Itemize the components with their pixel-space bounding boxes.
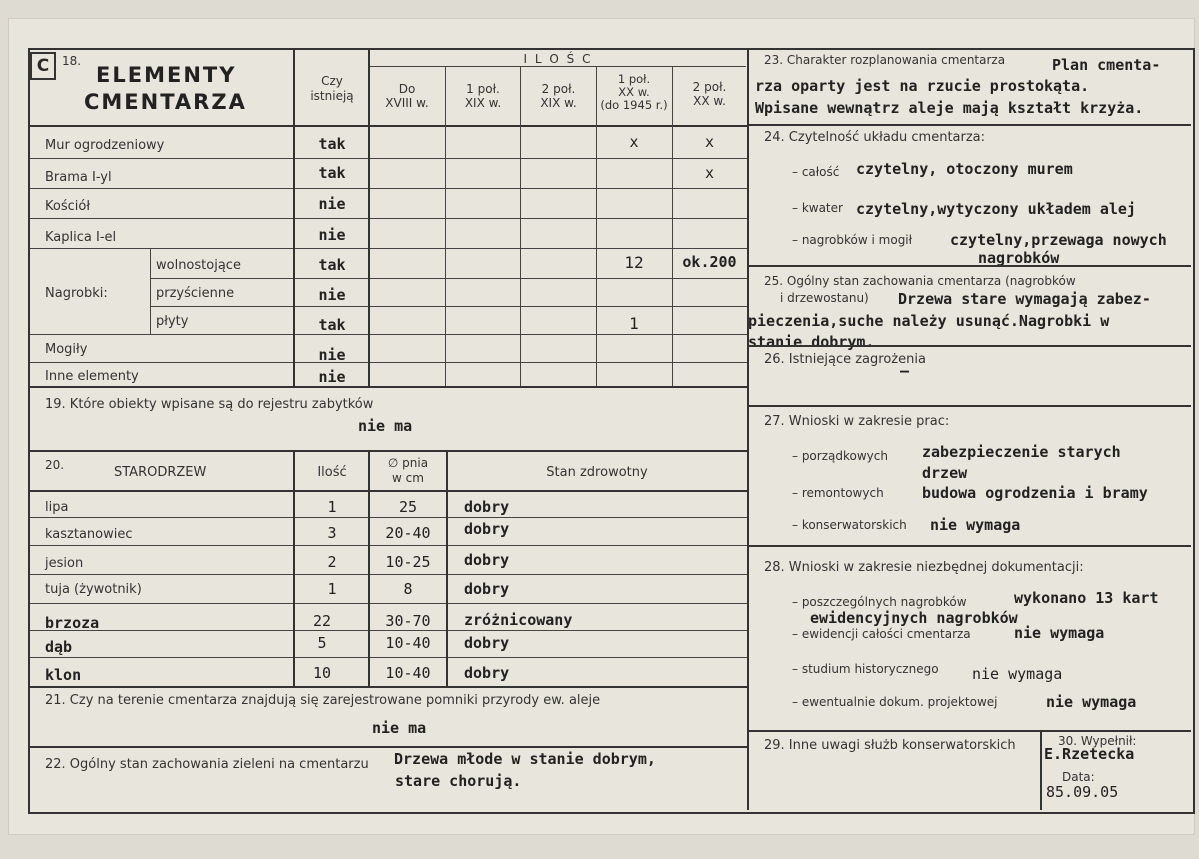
q28-item-value: nie wymaga (1046, 693, 1137, 711)
tree-qty: 3 (327, 524, 337, 542)
q24-item-value: czytelny, otoczony murem (856, 160, 1073, 178)
tree-qty: 2 (327, 553, 337, 571)
filled-by-label: 30. Wypełnił: (1058, 734, 1137, 748)
exists-value: tak (318, 135, 346, 153)
q23-question: 23. Charakter rozplanowania cmentarza (764, 53, 1006, 67)
tree-name: dąb (45, 638, 73, 656)
col-header-health: Stan zdrowotny (546, 465, 648, 480)
tree-diam: 10-40 (385, 664, 431, 682)
tree-diam: 8 (403, 580, 413, 598)
tree-diam: 25 (398, 498, 418, 516)
tree-health: dobry (464, 634, 510, 652)
filled-by-name: E.Rzetecka (1044, 745, 1135, 763)
q27-item-label: – konserwatorskich (792, 518, 907, 532)
tree-qty: 1 (327, 580, 337, 598)
row-label-inne: Inne elementy (45, 369, 139, 384)
col-header-1pol-xx: 1 poł. XX w. (do 1945 r.) (600, 72, 668, 112)
exists-value: nie (318, 286, 346, 304)
cell-2pol-xx: x (704, 133, 715, 151)
q26-question: 26. Istniejące zagrożenia (764, 352, 926, 367)
tree-diam: 10-25 (385, 553, 431, 571)
tree-qty: 10 (312, 664, 332, 682)
col-header-2pol-xix: 2 poł. XIX w. (540, 82, 577, 110)
q28-item-value: nie wymaga (1014, 624, 1105, 642)
tree-health: dobry (464, 498, 510, 516)
q26-answer: – (900, 362, 910, 380)
q25-answer-line1: Drzewa stare wymagają zabez- (898, 290, 1151, 308)
row-label-mogily: Mogiły (45, 342, 88, 357)
nagrobki-group-label: Nagrobki: (45, 286, 108, 301)
q24-item-value-cont: nagrobków (978, 249, 1060, 267)
tree-name: tuja (żywotnik) (45, 582, 142, 597)
exists-value: nie (318, 226, 346, 244)
q28-item-label: – ewidencji całości cmentarza (792, 627, 971, 641)
q25-question-line2: i drzewostanu) (780, 291, 869, 305)
row-label-wolnostojace: wolnostojące (156, 258, 241, 273)
q23-answer-line1: Plan cmenta- (1052, 56, 1161, 74)
cell-2pol-xx: ok.200 (682, 253, 737, 271)
q19-answer: nie ma (358, 417, 413, 435)
q28-item-value-cont: ewidencyjnych nagrobków (810, 609, 1018, 627)
cell-2pol-xx: x (704, 164, 715, 182)
q28-item-label: – studium historycznego (792, 662, 939, 676)
tree-health: dobry (464, 520, 510, 538)
tree-health: dobry (464, 580, 510, 598)
q25-question-line1: 25. Ogólny stan zachowania cmentarza (nagrobków (764, 274, 1076, 288)
q24-item-label: – kwater (792, 201, 843, 215)
date-value: 85.09.05 (1046, 783, 1119, 801)
q27-item-value: nie wymaga (930, 516, 1021, 534)
q27-item-value: zabezpieczenie starych (922, 443, 1121, 461)
section-marker: C (30, 52, 56, 80)
q28-item-value: wykonano 13 kart (1014, 589, 1159, 607)
q27-item-value-cont: drzew (922, 464, 968, 482)
tree-name: klon (45, 666, 82, 684)
exists-value: nie (318, 195, 346, 213)
row-label-plyty: płyty (156, 314, 189, 329)
col-header-exists: Czy istnieją (310, 74, 354, 103)
q28-item-value: nie wymaga (972, 665, 1063, 683)
tree-health: dobry (464, 664, 510, 682)
col-header-2pol-xx: 2 poł. XX w. (692, 80, 727, 108)
col-group-ilosc: I L O Ś C (523, 52, 593, 66)
row-label-kosciol: Kościół (45, 199, 91, 214)
exists-value: tak (318, 256, 346, 274)
col-header-qty: Ilość (317, 465, 347, 480)
col-header-diam: ∅ pnia w cm (387, 456, 429, 485)
section-title-line1: ELEMENTY (96, 63, 237, 87)
tree-health: zróżnicowany (464, 611, 573, 629)
row-label-mur: Mur ogrodzeniowy (45, 138, 165, 153)
col-header-1pol-xix: 1 poł. XIX w. (464, 82, 502, 110)
tree-name: brzoza (45, 614, 100, 632)
tree-diam: 10-40 (385, 634, 431, 652)
q24-item-label: – nagrobków i mogił (792, 233, 913, 247)
cell-1pol-xx: 1 (629, 314, 639, 333)
q25-answer-line2: pieczenia,suche należy usunąć.Nagrobki w (748, 312, 1110, 330)
q24-item-value: czytelny,wytyczony układem alej (856, 200, 1136, 218)
q28-question: 28. Wnioski w zakresie niezbędnej dokumentacji: (764, 560, 1084, 575)
q29-question: 29. Inne uwagi służb konserwatorskich (764, 738, 1016, 753)
q24-question: 24. Czytelność układu cmentarza: (764, 130, 986, 145)
row-label-brama: Brama I-yl (45, 170, 112, 185)
q19-question: 19. Które obiekty wpisane są do rejestru zabytków (45, 397, 374, 412)
q27-question: 27. Wnioski w zakresie prac: (764, 414, 950, 429)
exists-value: tak (318, 316, 346, 334)
tree-name: kasztanowiec (45, 527, 133, 542)
tree-name: lipa (45, 500, 69, 515)
q23-answer-line3: Wpisane wewnątrz aleje mają kształt krzyża. (755, 99, 1144, 117)
row-label-przyscienne: przyścienne (156, 286, 235, 301)
starodrzew-title: STARODRZEW (114, 465, 207, 480)
q23-answer-line2: rza oparty jest na rzucie prostokąta. (755, 77, 1090, 95)
col-header-do-xviii: Do XVIII w. (385, 82, 429, 110)
q28-item-label: – ewentualnie dokum. projektowej (792, 695, 998, 709)
section-number: 18. (62, 54, 82, 68)
exists-value: nie (318, 346, 346, 364)
q24-item-label: – całość (792, 165, 840, 179)
tree-qty: 5 (317, 634, 327, 652)
tree-diam: 20-40 (385, 524, 431, 542)
tree-health: dobry (464, 551, 510, 569)
q27-item-value: budowa ogrodzenia i bramy (922, 484, 1148, 502)
tree-qty: 1 (327, 498, 337, 516)
tree-diam: 30-70 (385, 612, 431, 630)
row-label-kaplica: Kaplica I-el (45, 230, 117, 245)
q27-item-label: – porządkowych (792, 449, 888, 463)
section-title-line2: CMENTARZA (84, 90, 247, 114)
exists-value: nie (318, 368, 346, 386)
date-label: Data: (1062, 770, 1095, 784)
section-number: 20. (45, 458, 65, 472)
q27-item-label: – remontowych (792, 486, 884, 500)
tree-qty: 22 (312, 612, 332, 630)
q21-question: 21. Czy na terenie cmentarza znajdują się zarejestrowane pomniki przyrody ew. aleje (45, 693, 601, 708)
cell-1pol-xx: x (629, 133, 639, 151)
tree-name: jesion (45, 556, 84, 571)
q24-item-value: czytelny,przewaga nowych (950, 231, 1167, 249)
q21-answer: nie ma (372, 719, 427, 737)
q28-item-label: – poszczególnych nagrobków (792, 595, 967, 609)
cell-1pol-xx: 12 (624, 253, 644, 272)
exists-value: tak (318, 164, 346, 182)
q25-answer-line3: stanie dobrym. (748, 333, 875, 351)
q22-question: 22. Ogólny stan zachowania zieleni na cmentarzu (45, 757, 369, 772)
q22-answer-line1: Drzewa młode w stanie dobrym, (394, 750, 656, 768)
q22-answer-line2: stare chorują. (395, 772, 522, 790)
